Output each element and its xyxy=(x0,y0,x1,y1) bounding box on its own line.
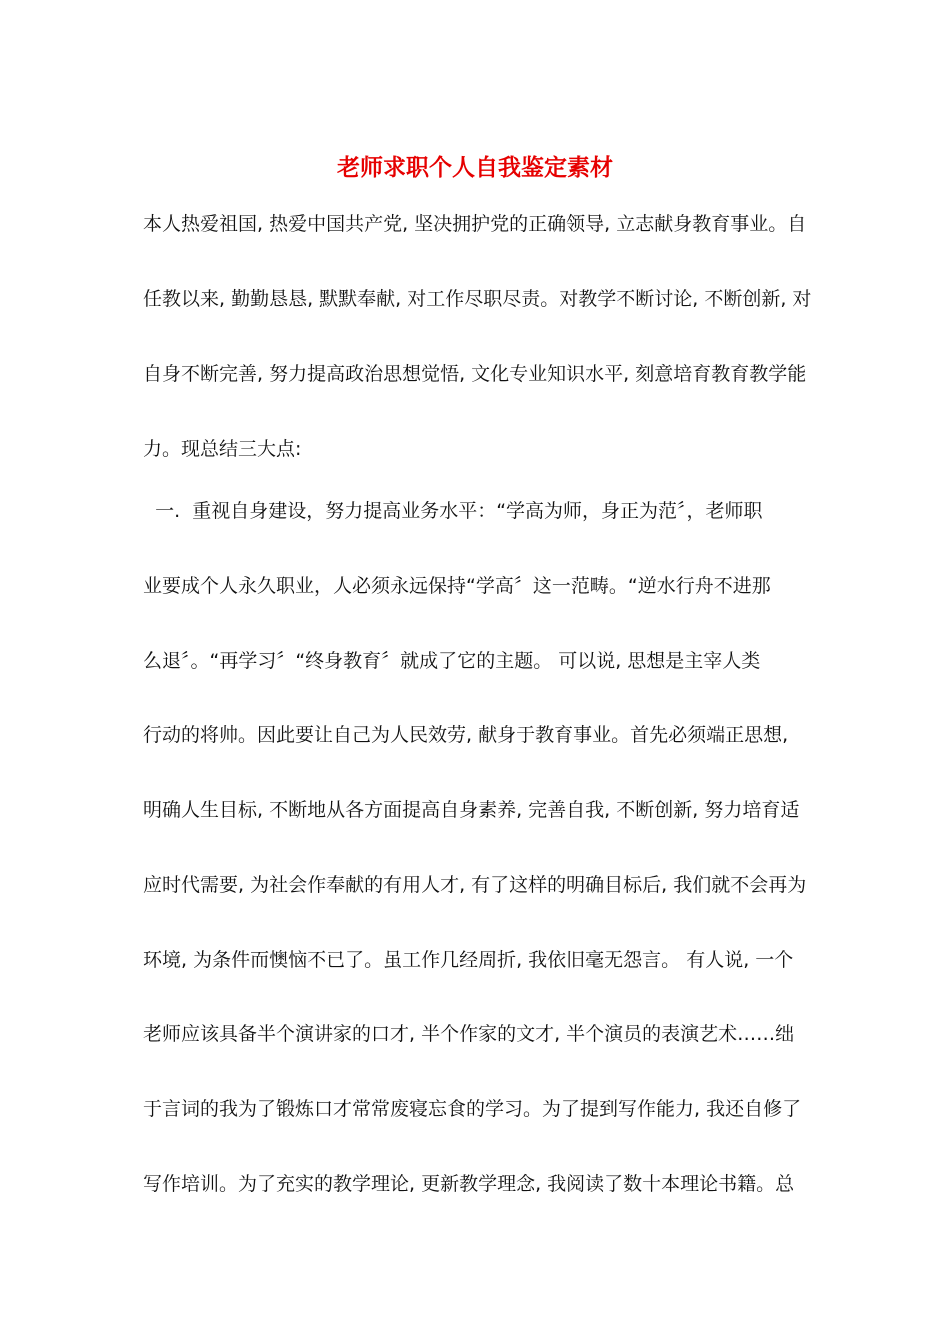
body-line: 于言词的我为了锻炼口才常常废寝忘食的学习。为了提到写作能力, 我还自修了 xyxy=(143,1098,802,1120)
body-line: 本人热爱祖国, 热爱中国共产党, 坚决拥护党的正确领导, 立志献身教育事业。自 xyxy=(143,213,807,235)
body-line: 任教以来, 勤勤恳恳, 默默奉献, 对工作尽职尽责。对教学不断讨论, 不断创新, 对 xyxy=(143,288,812,310)
body-line: 明确人生目标, 不断地从各方面提高自身素养, 完善自我, 不断创新, 努力培育适 xyxy=(143,799,800,821)
section-heading-line: 一. 重视自身建设，努力提高业务水平：“学高为师，身正为范〞，老师职 xyxy=(143,500,763,522)
body-line: 老师应该具备半个演讲家的口才, 半个作家的文才, 半个演员的表演艺术……绌 xyxy=(143,1023,795,1045)
body-line: 写作培训。为了充实的教学理论, 更新教学理念, 我阅读了数十本理论书籍。总 xyxy=(143,1173,795,1195)
body-line: 力。现总结三大点: xyxy=(143,438,302,460)
body-line: 环境, 为条件而懊恼不已了。虽工作几经周折, 我依旧毫无怨言。 有人说, 一个 xyxy=(143,949,794,971)
body-line: 业要成个人永久职业，人必须永远保持“学高〞这一范畴。“逆水行舟不进那 xyxy=(143,575,771,597)
document-title: 老师求职个人自我鉴定素材 xyxy=(337,154,613,181)
body-line: 自身不断完善, 努力提高政治思想觉悟, 文化专业知识水平, 刻意培育教育教学能 xyxy=(143,363,807,385)
body-line: 应时代需要, 为社会作奉献的有用人才, 有了这样的明确目标后, 我们就不会再为 xyxy=(143,874,807,896)
body-line: 么退〞。“再学习〞“终身教育〞就成了它的主题。 可以说, 思想是主宰人类 xyxy=(143,650,761,672)
body-line: 行动的将帅。因此要让自己为人民效劳, 献身于教育事业。首先必须端正思想, xyxy=(143,724,789,746)
